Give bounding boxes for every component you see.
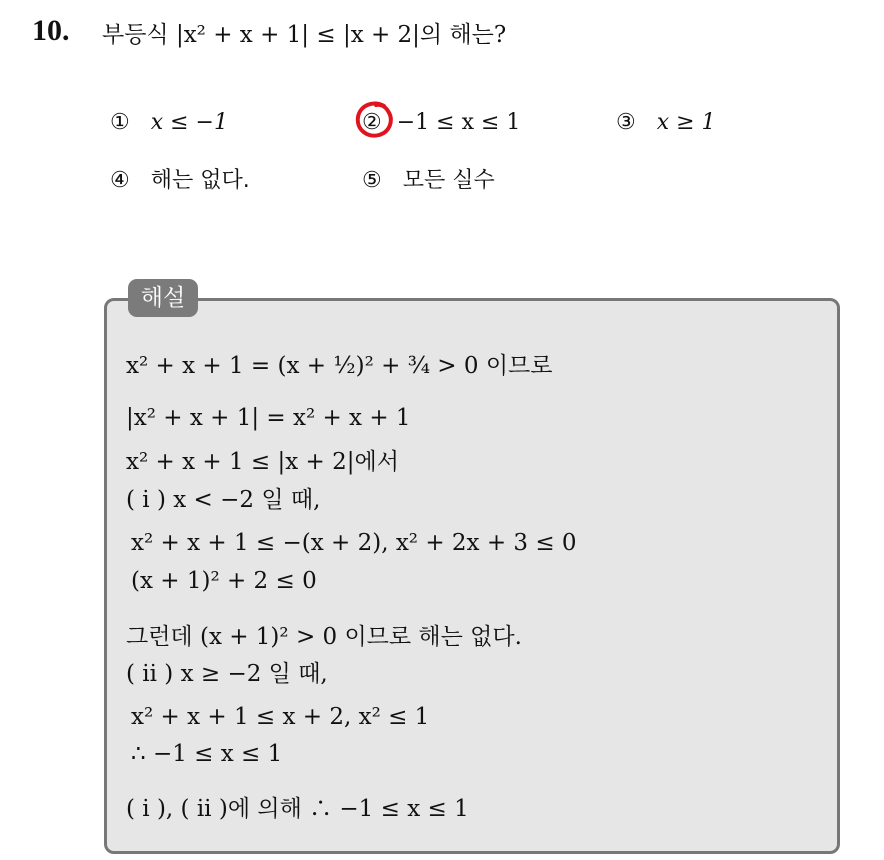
choice-4[interactable] [110, 163, 250, 194]
solution-line-4: ( i ) x < −2 일 때, [126, 487, 321, 513]
solution-line-6: (x + 1)² + 2 ≤ 0 [131, 568, 317, 594]
choice-3[interactable] [616, 110, 716, 135]
solution-line-11: ( i ), ( ii )에 의해 ∴ −1 ≤ x ≤ 1 [126, 796, 469, 822]
solution-line-5: x² + x + 1 ≤ −(x + 2), x² + 2x + 3 ≤ 0 [131, 530, 577, 556]
choice-text: x ≥ 1 [656, 110, 716, 135]
solution-label: 해설 [128, 279, 198, 317]
choice-mark: ① [110, 110, 130, 135]
solution-line-2: |x² + x + 1| = x² + x + 1 [126, 405, 411, 431]
answer-circle-mark [354, 100, 396, 140]
solution-line-7: 그런데 (x + 1)² > 0 이므로 해는 없다. [126, 624, 522, 650]
choice-text: 해는 없다. [150, 168, 250, 193]
question-text: 부등식 |x² + x + 1| ≤ |x + 2|의 해는? [102, 22, 507, 48]
choice-text: −1 ≤ x ≤ 1 [396, 110, 521, 135]
choice-1[interactable] [110, 110, 228, 135]
choice-mark: ⑤ [362, 168, 382, 193]
question-number: 10. [32, 14, 70, 47]
solution-line-8: ( ii ) x ≥ −2 일 때, [126, 661, 328, 687]
choice-mark: ④ [110, 168, 130, 193]
choice-mark: ② [362, 110, 382, 135]
choice-text: 모든 실수 [402, 168, 495, 193]
solution-line-3: x² + x + 1 ≤ |x + 2|에서 [126, 449, 399, 475]
choice-5[interactable] [362, 163, 495, 194]
solution-line-10: ∴ −1 ≤ x ≤ 1 [131, 741, 283, 767]
choice-mark: ③ [616, 110, 636, 135]
solution-line-1: x² + x + 1 = (x + ½)² + ¾ > 0 이므로 [126, 353, 553, 379]
solution-line-9: x² + x + 1 ≤ x + 2, x² ≤ 1 [131, 704, 430, 730]
choice-text: x ≤ −1 [150, 110, 228, 135]
